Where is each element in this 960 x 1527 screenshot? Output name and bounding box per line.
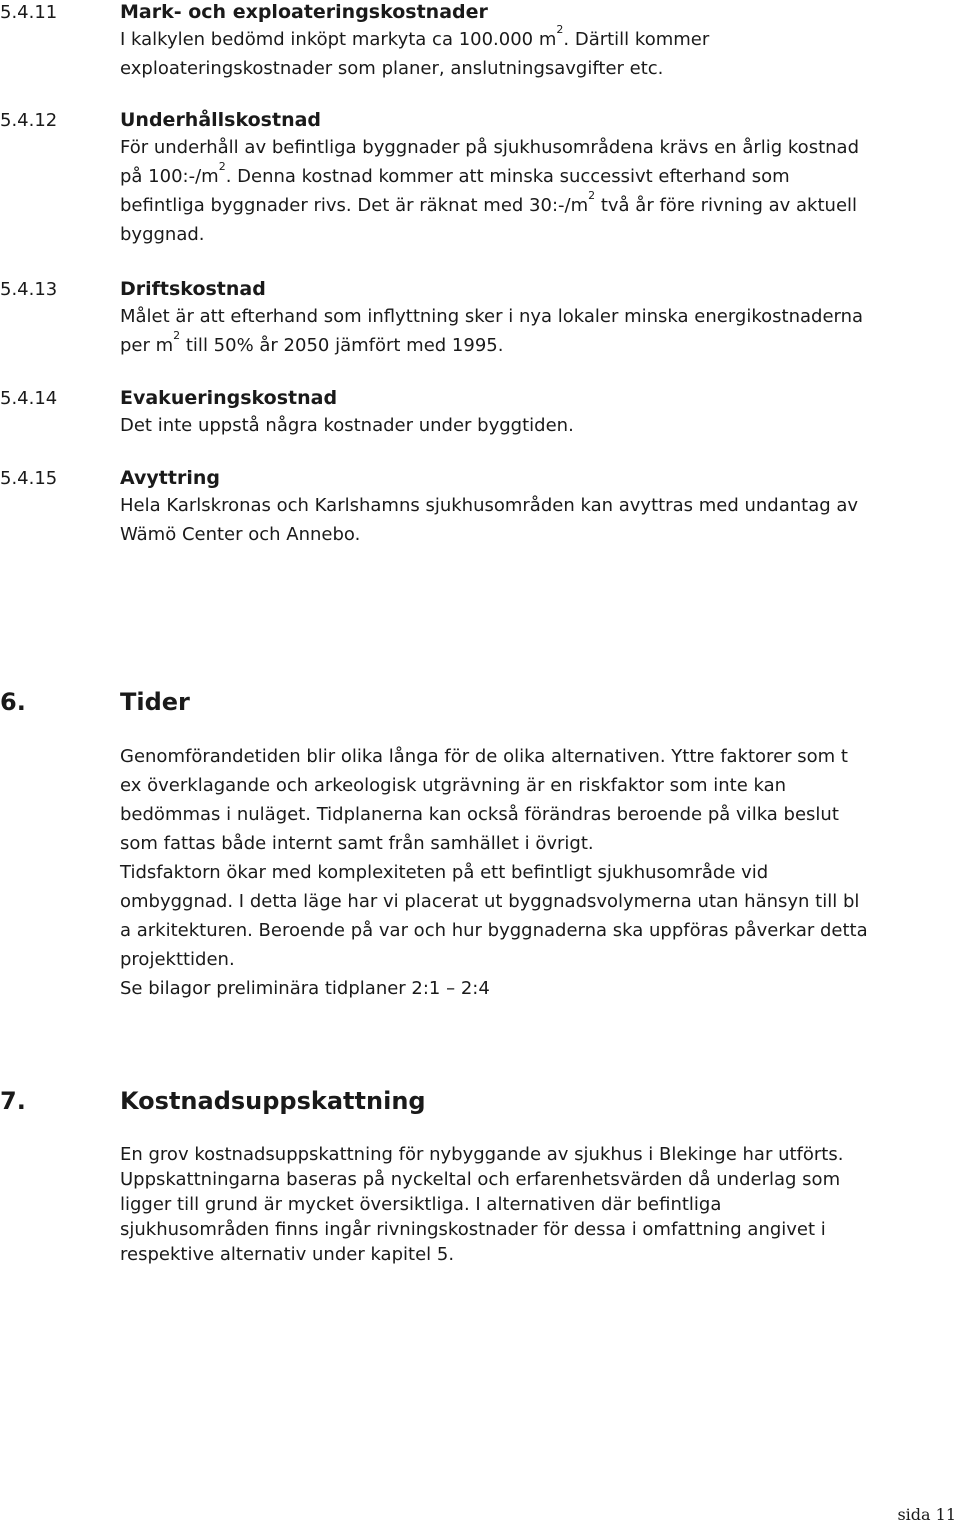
text-line: bedömmas i nuläget. Tidplanerna kan också förändras beroende på vilka beslut (120, 804, 839, 825)
text-line: ligger till grund är mycket översiktliga. I alternativen där befintliga (120, 1194, 722, 1215)
section-title: Tider (120, 688, 190, 716)
text-line: Hela Karlskronas och Karlshamns sjukhusområden kan avyttras med undantag av (120, 495, 859, 516)
text-line: respektive alternativ under kapitel 5. (120, 1244, 455, 1265)
text-line: Genomförandetiden blir olika långa för de olika alternativen. Yttre faktorer som t (120, 746, 848, 767)
subsection-number: 5.4.12 (0, 110, 58, 131)
subsection-number: 5.4.14 (0, 388, 58, 409)
text-line: projekttiden. (120, 949, 235, 970)
section-title: Kostnadsuppskattning (120, 1087, 426, 1115)
page-number: sida 11 (897, 1505, 956, 1524)
subsection-title: Evakueringskostnad (120, 387, 338, 409)
section-7-paragraph (120, 1142, 960, 1267)
text-line: per $m^2$ till 50% år 2050 jämfört med 1995. (120, 329, 504, 356)
subsection-text (120, 411, 960, 440)
subsection-title: Driftskostnad (120, 278, 266, 300)
text-line: En grov kostnadsuppskattning för nybyggande av sjukhus i Blekinge har utförts. (120, 1144, 844, 1165)
section-number: 7. (0, 1087, 26, 1115)
subsection-text (120, 25, 960, 83)
section-7-heading (0, 1086, 960, 1116)
subsection-number: 5.4.11 (0, 2, 58, 23)
text-line: befintliga byggnader rivs. Det är räknat med $30:-/m^2$ två år före rivning av aktuell (120, 189, 858, 216)
text-line: Tidsfaktorn ökar med komplexiteten på ett befintligt sjukhusområde vid (120, 862, 769, 883)
subsection-title: Underhållskostnad (120, 109, 322, 131)
subsection-text (120, 491, 960, 549)
subsection-text (120, 133, 960, 249)
text-line: Det inte uppstå några kostnader under byggtiden. (120, 415, 574, 436)
text-line: som fattas både internt samt från samhället i övrigt. (120, 833, 594, 854)
text-line: För underhåll av befintliga byggnader på sjukhusområdena krävs en årlig kostnad (120, 137, 859, 158)
text-line: sjukhusområden finns ingår rivningskostnader för dessa i omfattning angivet i (120, 1219, 826, 1240)
text-line: I kalkylen bedömd inköpt markyta ca 100.000 $m^2$. Därtill kommer (120, 23, 710, 50)
section-6-paragraph (120, 742, 960, 1003)
text-line: exploateringskostnader som planer, anslutningsavgifter etc. (120, 58, 664, 79)
section-number: 6. (0, 688, 26, 716)
text-line: a arkitekturen. Beroende på var och hur byggnaderna ska uppföras påverkar detta (120, 920, 868, 941)
text-line: på $100:-/m^2$. Denna kostnad kommer att minska successivt efterhand som (120, 160, 790, 187)
subsection-number: 5.4.15 (0, 468, 58, 489)
subsection-title: Avyttring (120, 467, 220, 489)
text-line: byggnad. (120, 224, 205, 245)
text-line: ombyggnad. I detta läge har vi placerat ut byggnadsvolymerna utan hänsyn till bl (120, 891, 860, 912)
text-line: Målet är att efterhand som inflyttning sker i nya lokaler minska energikostnaderna (120, 306, 864, 327)
section-6-heading (0, 687, 960, 717)
subsection-text (120, 302, 960, 360)
text-line: ex överklagande och arkeologisk utgrävning är en riskfaktor som inte kan (120, 775, 787, 796)
subsection-title: Mark- och exploateringskostnader (120, 1, 488, 23)
text-line: Uppskattningarna baseras på nyckeltal och erfarenhetsvärden då underlag som (120, 1169, 841, 1190)
subsection-number: 5.4.13 (0, 279, 58, 300)
text-line: Se bilagor preliminära tidplaner 2:1 – 2:4 (120, 978, 490, 999)
text-line: Wämö Center och Annebo. (120, 524, 361, 545)
